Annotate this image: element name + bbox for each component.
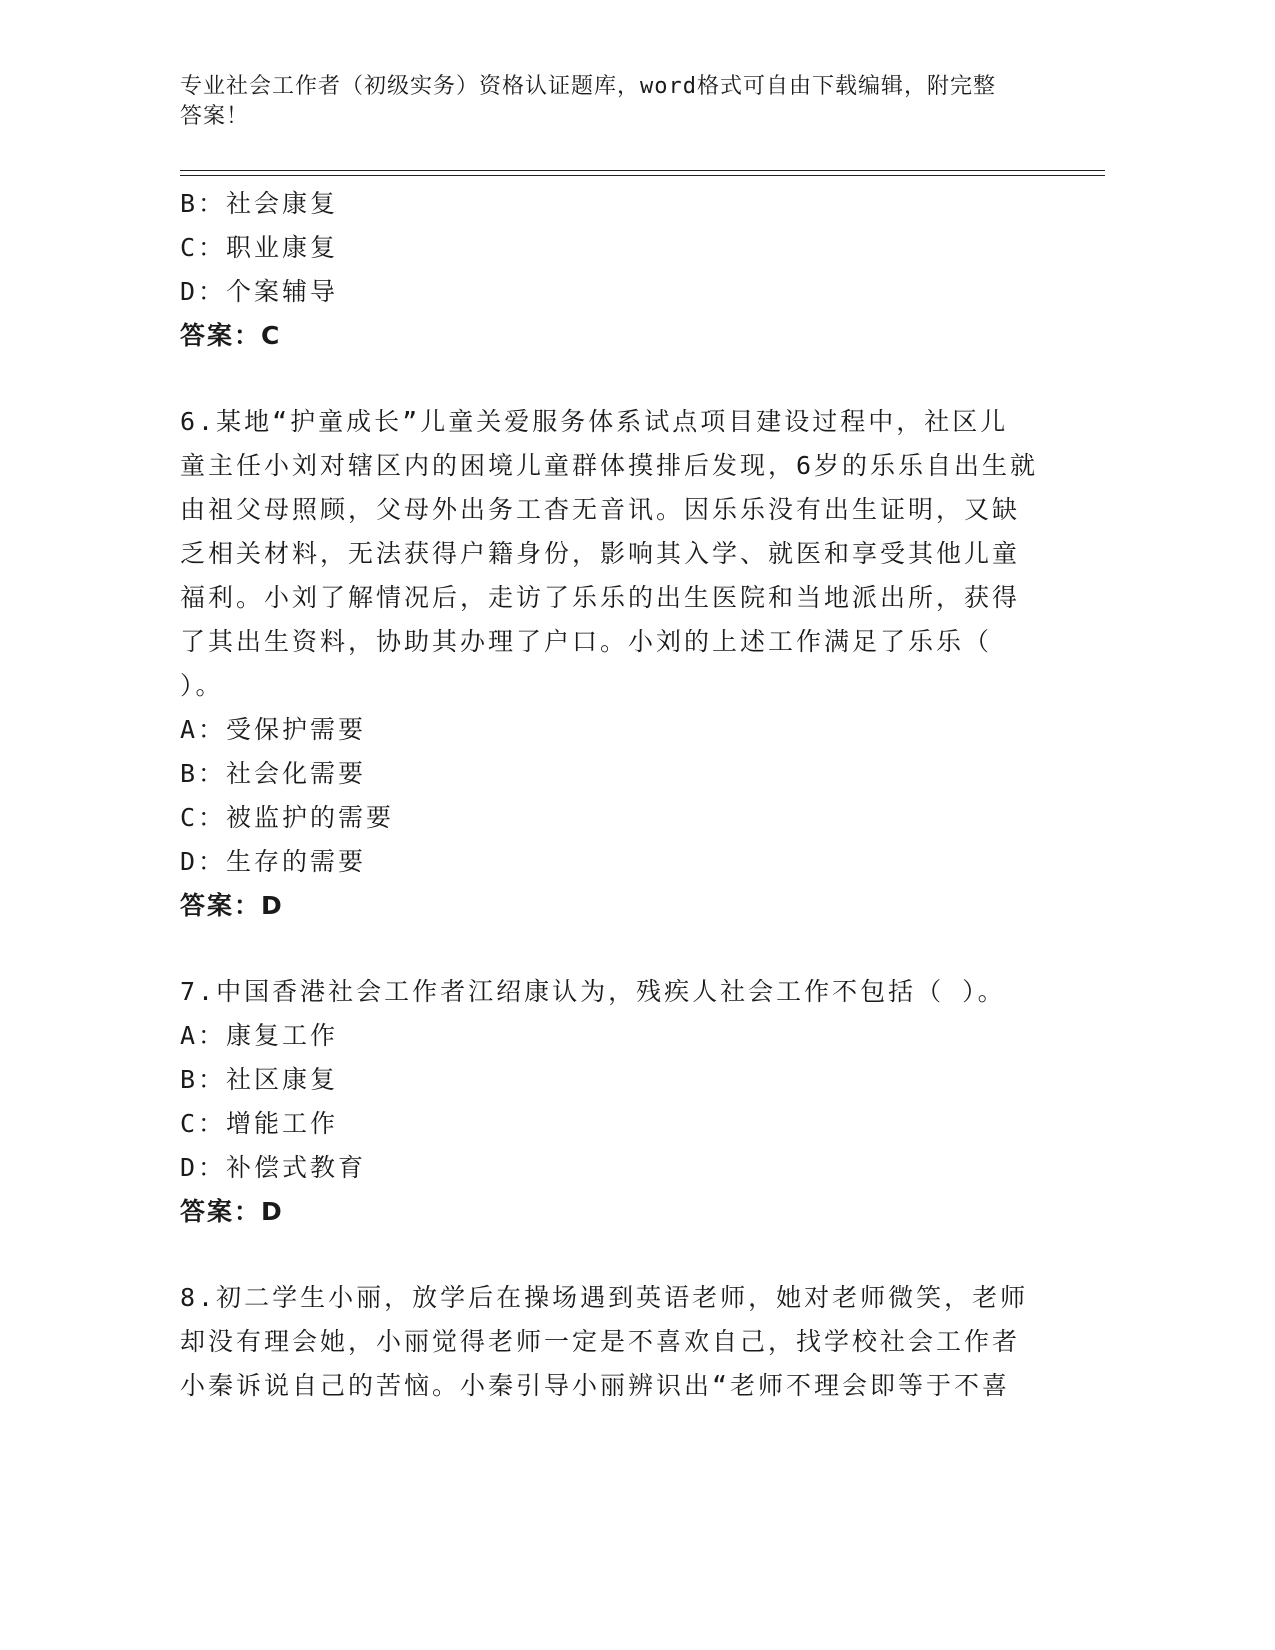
option-c: C：被监护的需要 <box>180 803 395 832</box>
answer-line: 答案：D <box>180 891 284 920</box>
option-d: D：生存的需要 <box>180 847 367 876</box>
question-stem-line: 6.某地“护童成长”儿童关爱服务体系试点项目建设过程中，社区儿 <box>180 407 1009 436</box>
option-b: B：社会化需要 <box>180 759 367 788</box>
option-c: C：职业康复 <box>180 233 339 262</box>
question-6 <box>180 400 1040 928</box>
header-rule-thick <box>180 170 1105 171</box>
spacer <box>180 928 1040 970</box>
question-stem-line: 乏相关材料，无法获得户籍身份，影响其入学、就医和享受其他儿童 <box>180 539 1021 568</box>
question-7 <box>180 970 1040 1234</box>
header-line-2: 答案！ <box>180 104 250 129</box>
spacer <box>180 358 1040 400</box>
option-a: A：康复工作 <box>180 1021 339 1050</box>
page-header <box>180 72 1040 132</box>
question-5-tail <box>180 182 1040 358</box>
spacer <box>180 1234 1040 1276</box>
header-line-1: 专业社会工作者（初级实务）资格认证题库，word格式可自由下载编辑，附完整 <box>180 74 996 99</box>
option-b: B：社会康复 <box>180 189 339 218</box>
question-stem-line: 8.初二学生小丽，放学后在操场遇到英语老师，她对老师微笑，老师 <box>180 1283 1029 1312</box>
option-a: A：受保护需要 <box>180 715 367 744</box>
question-stem-line: 小秦诉说自己的苦恼。小秦引导小丽辨识出“老师不理会即等于不喜 <box>180 1371 1011 1400</box>
question-stem-line: 7.中国香港社会工作者江绍康认为，残疾人社会工作不包括（ ）。 <box>180 977 1006 1006</box>
question-stem-line: 福利。小刘了解情况后，走访了乐乐的出生医院和当地派出所，获得 <box>180 583 1021 612</box>
option-d: D：个案辅导 <box>180 277 339 306</box>
option-d: D：补偿式教育 <box>180 1153 367 1182</box>
question-stem-line: 了其出生资料，协助其办理了户口。小刘的上述工作满足了乐乐（ <box>180 627 993 656</box>
question-stem-line: 童主任小刘对辖区内的困境儿童群体摸排后发现，6岁的乐乐自出生就 <box>180 451 1039 480</box>
option-c: C：增能工作 <box>180 1109 339 1138</box>
question-content <box>180 182 1040 1408</box>
answer-line: 答案：C <box>180 321 282 350</box>
question-stem-line: ）。 <box>180 671 224 700</box>
answer-line: 答案：D <box>180 1197 284 1226</box>
question-stem-line: 却没有理会她，小丽觉得老师一定是不喜欢自己，找学校社会工作者 <box>180 1327 1021 1356</box>
header-rule-thin <box>180 175 1105 176</box>
question-stem-line: 由祖父母照顾，父母外出务工杳无音讯。因乐乐没有出生证明，又缺 <box>180 495 1021 524</box>
option-b: B：社区康复 <box>180 1065 339 1094</box>
question-8 <box>180 1276 1040 1408</box>
